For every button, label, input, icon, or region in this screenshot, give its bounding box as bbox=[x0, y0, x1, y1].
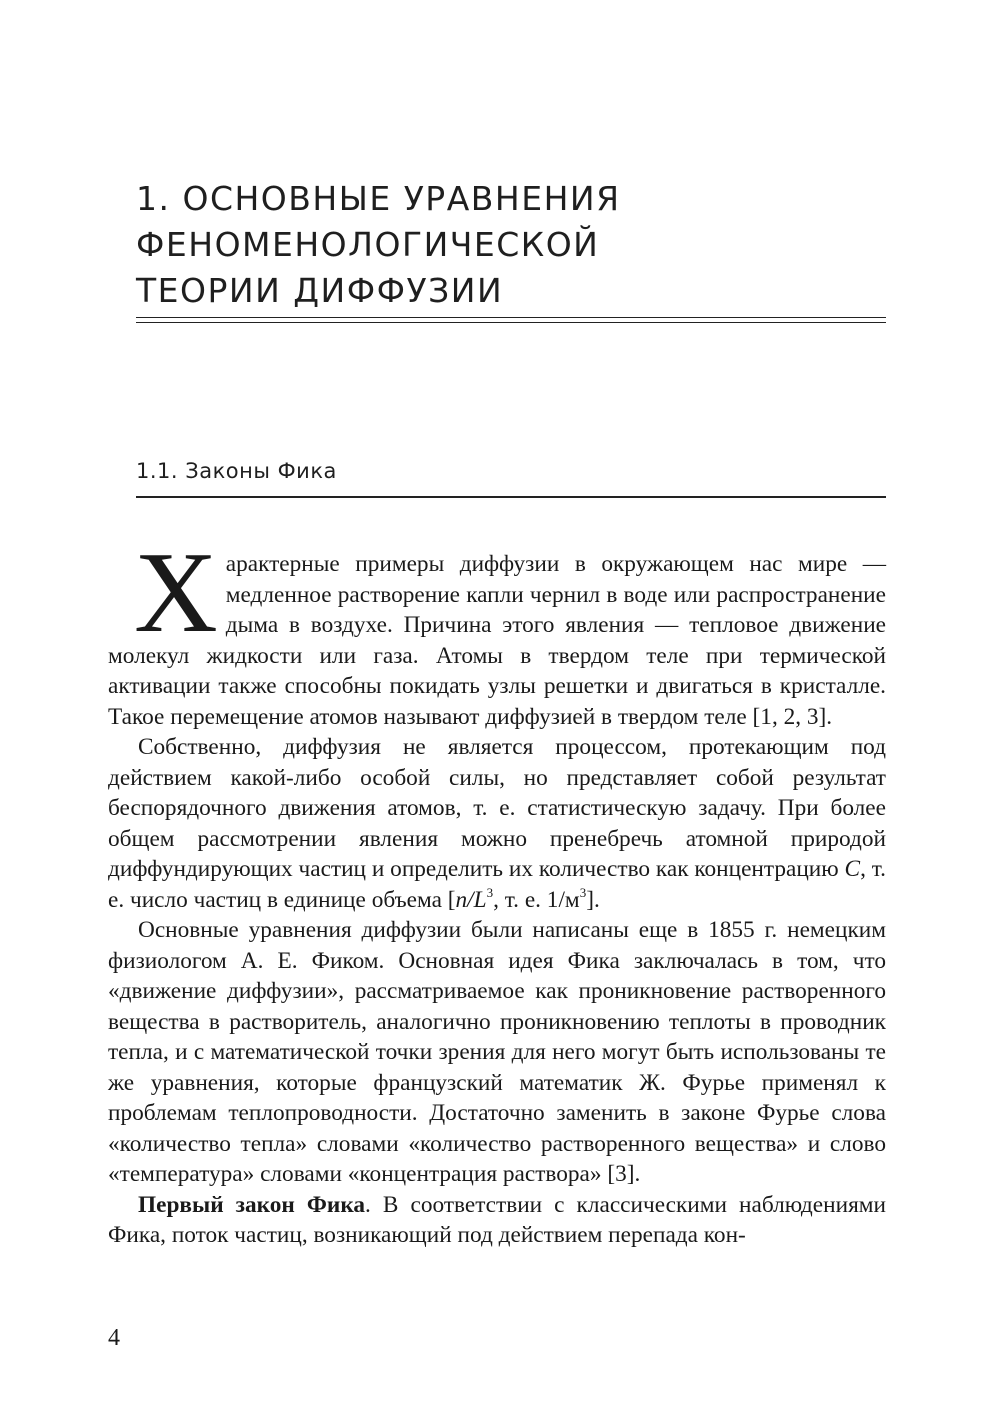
superscript-3-b: 3 bbox=[579, 884, 587, 900]
section-title: 1.1. Законы Фика bbox=[136, 459, 337, 483]
paragraph-1 bbox=[108, 529, 886, 732]
paragraph-2-text-a: Собственно, диффузия не является процессом, протекающим под действием какой-либо особой силы, но представляет собой результат беспорядочного движения атомов, т. е. статистическую задачу. При более общем рассмотрении явления можно пренебречь атомной природой диффундирующих частиц и определить их количество как концентрацию bbox=[108, 734, 886, 882]
variable-c: C bbox=[844, 856, 861, 882]
paragraph-2-text-c: , т. е. 1/м bbox=[493, 886, 580, 913]
section-title-rule bbox=[136, 496, 886, 498]
first-fick-law-heading: Первый закон Фика bbox=[138, 1191, 366, 1218]
chapter-title bbox=[136, 176, 896, 314]
drop-cap: Х bbox=[134, 529, 218, 657]
body-text bbox=[108, 529, 886, 1251]
paragraph-2-text-d: ]. bbox=[586, 886, 600, 913]
page-number: 4 bbox=[108, 1325, 120, 1351]
paragraph-4 bbox=[108, 1190, 886, 1251]
paragraph-1-text: арактерные примеры диффузии в окружающем нас мире — медленное растворение капли чернил в воде или распространение дыма в воздухе. Причина этого явления — тепловое движение молекул жидкости или газа. Атомы в твердом теле при термической активации также способны покидать узлы решетки и двигаться в кристалле. Такое перемещение атомов называют диффузией в твердом теле [1, 2, 3]. bbox=[108, 551, 886, 730]
paragraph-3: Основные уравнения диффузии были написаны еще в 1855 г. немецким физиологом А. Е. Фиком. Основная идея Фика заключалась в том, что «движение диффузии», рассматриваемое как проникновение растворенного вещества в растворитель, аналогично проникновению теплоты в проводник тепла, и с математической точки зрения для него могут быть использованы те же уравнения, которые французский математик Ж. Фурье применял к проблемам теплопроводности. Достаточно заменить в законе Фурье слова «количество тепла» словами «количество растворенного вещества» и слово «температура» словами «концентрация раствора» [3]. bbox=[108, 917, 886, 1187]
variable-n-over-l: n/L bbox=[455, 886, 487, 913]
paragraph-4-text: . В соответствии с классическими наблюдениями Фика, поток частиц, возникающий под действием перепада кон- bbox=[108, 1191, 886, 1248]
paragraph-2-text-b: , т. е. число частиц в единице объема [ bbox=[108, 856, 886, 913]
superscript-3-a: 3 bbox=[486, 884, 494, 900]
chapter-title-double-rule bbox=[136, 317, 886, 323]
chapter-title-line-2: ФЕНОМЕНОЛОГИЧЕСКОЙ bbox=[136, 225, 600, 264]
chapter-title-line-1: 1. ОСНОВНЫЕ УРАВНЕНИЯ bbox=[136, 179, 621, 218]
paragraph-2 bbox=[108, 732, 886, 915]
chapter-title-line-3: ТЕОРИИ ДИФФУЗИИ bbox=[136, 271, 504, 310]
